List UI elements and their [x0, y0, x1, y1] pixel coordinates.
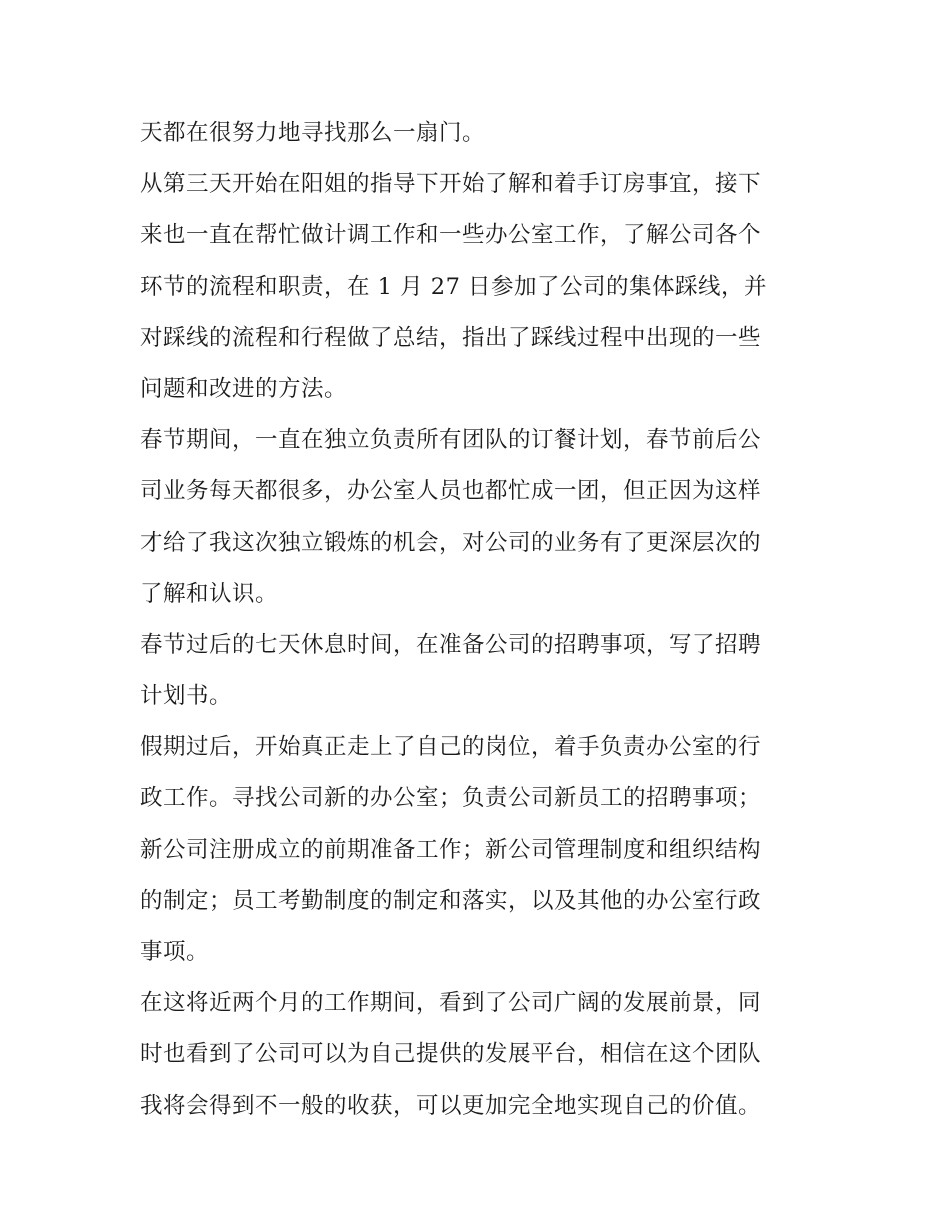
text-line: 事项。	[140, 939, 210, 965]
text-line: 我将会得到不一般的收获，可以更加完全地实现自己的价值。	[140, 1092, 762, 1119]
text-line: 在这将近两个月的工作期间，看到了公司广阔的发展前景，同	[140, 990, 762, 1017]
document-body	[140, 108, 820, 1132]
text-line: 问题和改进的方法。	[140, 375, 348, 402]
text-line: 从第三天开始在阳姐的指导下开始了解和着手订房事宜，接下	[140, 171, 762, 198]
text-line: 新公司注册成立的前期准备工作；新公司管理制度和组织结构	[140, 836, 762, 863]
text-line: 时也看到了公司可以为自己提供的发展平台，相信在这个团队	[140, 1041, 762, 1068]
text-line: 来也一直在帮忙做计调工作和一些办公室工作，了解公司各个	[140, 222, 762, 249]
text-line: 环节的流程和职责，在 1 月 27 日参加了公司的集体踩线，并	[140, 273, 768, 300]
text-line: 天都在很努力地寻找那么一扇门。	[140, 120, 486, 146]
text-line: 政工作。寻找公司新的办公室；负责公司新员工的招聘事项；	[140, 785, 762, 812]
text-line: 假期过后，开始真正走上了自己的岗位，着手负责办公室的行	[140, 734, 762, 761]
text-line: 春节期间，一直在独立负责所有团队的订餐计划，春节前后公	[140, 427, 762, 454]
text-line: 司业务每天都很多，办公室人员也都忙成一团，但正因为这样	[140, 478, 762, 505]
text-line: 才给了我这次独立锻炼的机会，对公司的业务有了更深层次的	[140, 529, 762, 556]
text-line: 的制定；员工考勤制度的制定和落实，以及其他的办公室行政	[140, 887, 762, 914]
text-line: 对踩线的流程和行程做了总结，指出了踩线过程中出现的一些	[140, 324, 762, 351]
text-line: 了解和认识。	[140, 580, 279, 607]
text-line: 计划书。	[140, 683, 233, 710]
text-line: 春节过后的七天休息时间，在准备公司的招聘事项，写了招聘	[140, 631, 762, 658]
